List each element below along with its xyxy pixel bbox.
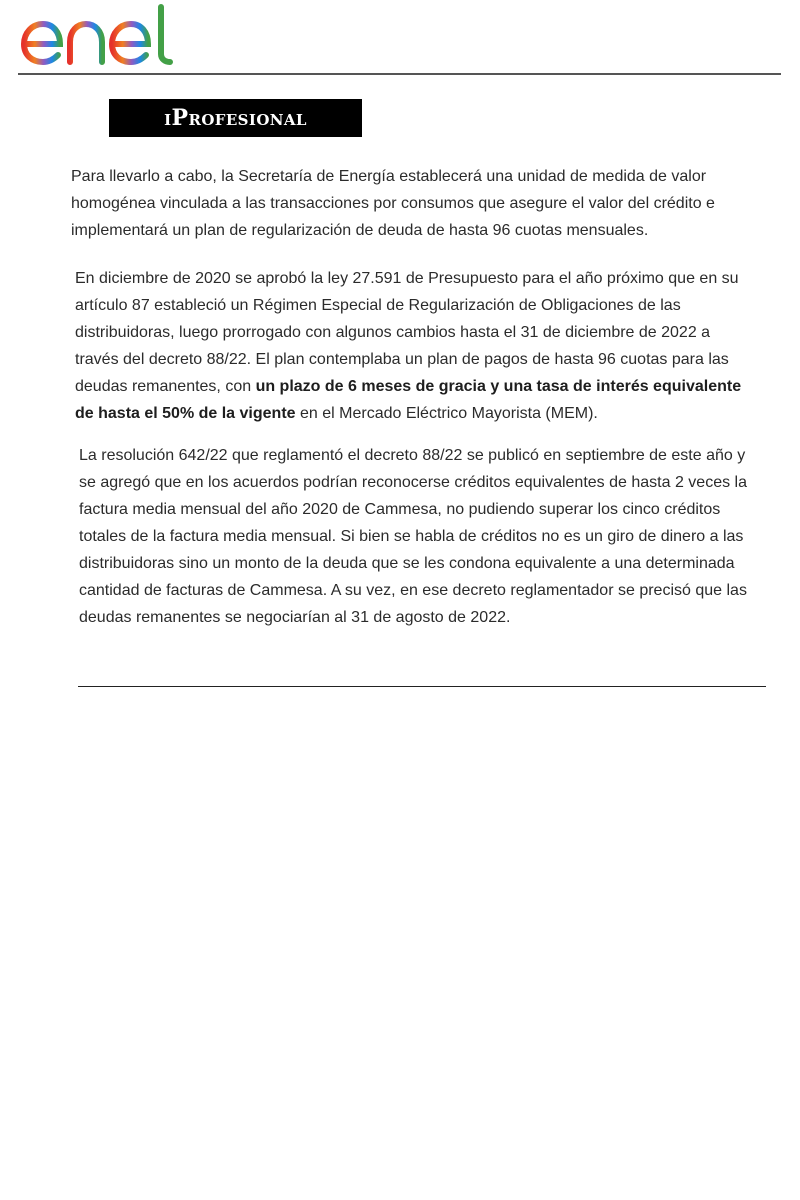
enel-logo bbox=[18, 4, 180, 66]
paragraph-2-tail: en el Mercado Eléctrico Mayorista (MEM). bbox=[295, 405, 598, 422]
paragraph-2-text: En diciembre de 2020 se aprobó la ley 27.591 de Presupuesto para el año próximo que en su artículo 87 estableció un Régimen Especial de Regularización de Obligaciones de las distribuidoras, luego prorrogado con algunos cambios hasta el 31 de diciembre de 2022 a través del decreto 88/22. El plan contemplaba un plan de pagos de hasta 96 cuotas para las deudas remanentes, con bbox=[75, 270, 739, 395]
paragraph-2-bold: un plazo de 6 meses de gracia y una tasa de interés equivalente de hasta el 50% de la vigente bbox=[75, 378, 742, 422]
bottom-divider bbox=[78, 686, 766, 687]
article-paragraph-2 bbox=[75, 265, 755, 427]
source-badge bbox=[109, 99, 362, 137]
article-paragraph-3: La resolución 642/22 que reglamentó el decreto 88/22 se publicó en septiembre de este año y se agregó que en los acuerdos podrían reconocerse créditos equivalentes de hasta 2 veces la factura media mensual del año 2020 de Cammesa, no pudiendo superar los cinco créditos totales de la factura media mensual. Si bien se habla de créditos no es un giro de dinero a las distribuidoras sino un monto de la deuda que se les condona equivalente a una determinada cantidad de facturas de Cammesa. A su vez, en ese decreto reglamentador se precisó que las deudas remanentes se negociarían al 31 de agosto de 2022. bbox=[79, 447, 747, 626]
header-divider bbox=[18, 73, 781, 75]
source-badge-label: iProfesional bbox=[164, 105, 307, 131]
article-paragraph-1: Para llevarlo a cabo, la Secretaría de Energía establecerá una unidad de medida de valor homogénea vinculada a las transacciones por consumos que asegure el valor del crédito e implementará un plan de regularización de deuda de hasta 96 cuotas mensuales. bbox=[71, 168, 715, 239]
